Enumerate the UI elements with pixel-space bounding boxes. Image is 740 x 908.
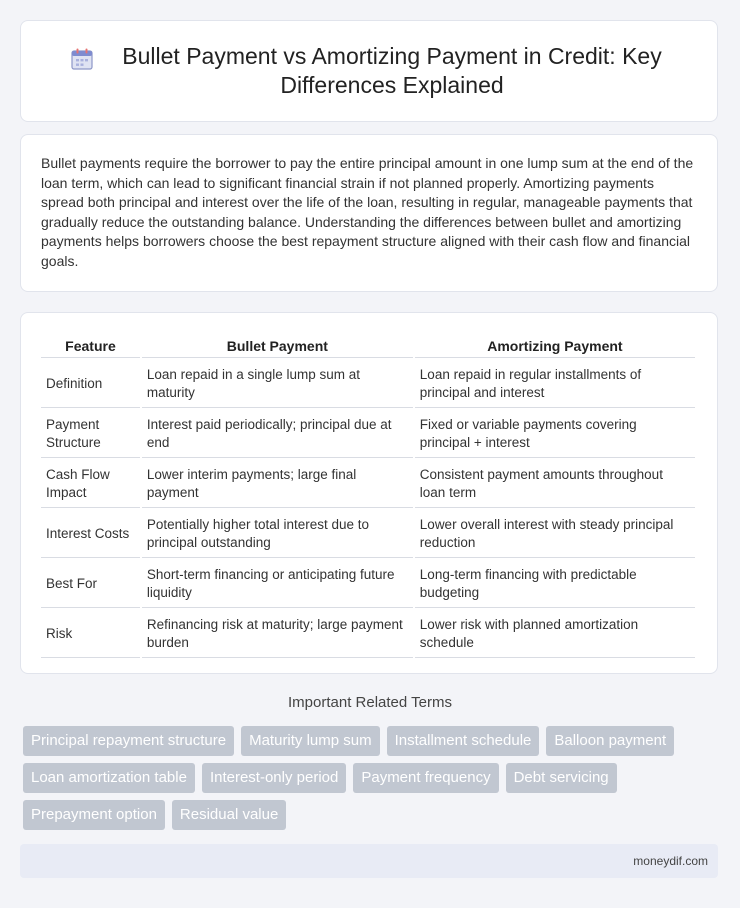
row-amortizing: Loan repaid in regular installments of principal and interest xyxy=(415,360,695,408)
page-title: Bullet Payment vs Amortizing Payment in Credit: Key Differences Explained xyxy=(122,43,662,98)
intro-paragraph: Bullet payments require the borrower to pay the entire principal amount in one lump sum at the end of the loan term, which can lead to significant financial strain if not planned properly. Amortizing payments spread both principal and interest over the life of the loan, resulting in regular, manageable payments that gradually reduce the outstanding balance. Understanding the differences between bullet and amortizing payments helps borrowers choose the best repayment structure aligned with their cash flow and financial goals. xyxy=(41,155,694,269)
row-amortizing: Consistent payment amounts throughout loan term xyxy=(415,460,695,508)
table-row xyxy=(41,510,695,558)
related-term-tag[interactable]: Balloon payment xyxy=(546,726,674,756)
row-bullet: Lower interim payments; large final payment xyxy=(142,460,413,508)
related-term-tag[interactable]: Residual value xyxy=(172,800,286,830)
row-bullet: Loan repaid in a single lump sum at maturity xyxy=(142,360,413,408)
row-feature: Definition xyxy=(41,360,140,408)
related-term-tag[interactable]: Principal repayment structure xyxy=(23,726,234,756)
table-row xyxy=(41,360,695,408)
table-row xyxy=(41,460,695,508)
row-bullet: Potentially higher total interest due to principal outstanding xyxy=(142,510,413,558)
related-term-tag[interactable]: Maturity lump sum xyxy=(241,726,380,756)
footer-site-link[interactable]: moneydif.com xyxy=(633,854,708,868)
row-amortizing: Lower overall interest with steady principal reduction xyxy=(415,510,695,558)
related-term-tag[interactable]: Installment schedule xyxy=(387,726,540,756)
header-amortizing-payment: Amortizing Payment xyxy=(415,335,695,358)
intro-card xyxy=(20,134,718,292)
row-feature: Cash Flow Impact xyxy=(41,460,140,508)
related-term-tag[interactable]: Debt servicing xyxy=(506,763,617,793)
row-amortizing: Lower risk with planned amortization schedule xyxy=(415,610,695,658)
row-feature: Risk xyxy=(41,610,140,658)
footer-bar xyxy=(20,844,718,878)
comparison-table-card xyxy=(20,312,718,674)
related-terms-list xyxy=(23,726,723,830)
row-amortizing: Long-term financing with predictable budgeting xyxy=(415,560,695,608)
table-header-row xyxy=(41,335,695,358)
row-feature: Best For xyxy=(41,560,140,608)
table-row xyxy=(41,410,695,458)
related-term-tag[interactable]: Loan amortization table xyxy=(23,763,195,793)
header-feature: Feature xyxy=(41,335,140,358)
row-bullet: Short-term financing or anticipating future liquidity xyxy=(142,560,413,608)
row-bullet: Refinancing risk at maturity; large payment burden xyxy=(142,610,413,658)
related-term-tag[interactable]: Payment frequency xyxy=(353,763,498,793)
row-bullet: Interest paid periodically; principal due at end xyxy=(142,410,413,458)
related-terms-heading: Important Related Terms xyxy=(288,694,452,711)
related-term-tag[interactable]: Prepayment option xyxy=(23,800,165,830)
table-row xyxy=(41,610,695,658)
header-bullet-payment: Bullet Payment xyxy=(142,335,413,358)
row-feature: Payment Structure xyxy=(41,410,140,458)
title-card xyxy=(20,20,718,122)
calendar-icon xyxy=(69,46,95,72)
comparison-table xyxy=(39,333,697,660)
row-amortizing: Fixed or variable payments covering principal + interest xyxy=(415,410,695,458)
title-wrap xyxy=(69,42,669,100)
table-row xyxy=(41,560,695,608)
related-term-tag[interactable]: Interest-only period xyxy=(202,763,346,793)
row-feature: Interest Costs xyxy=(41,510,140,558)
